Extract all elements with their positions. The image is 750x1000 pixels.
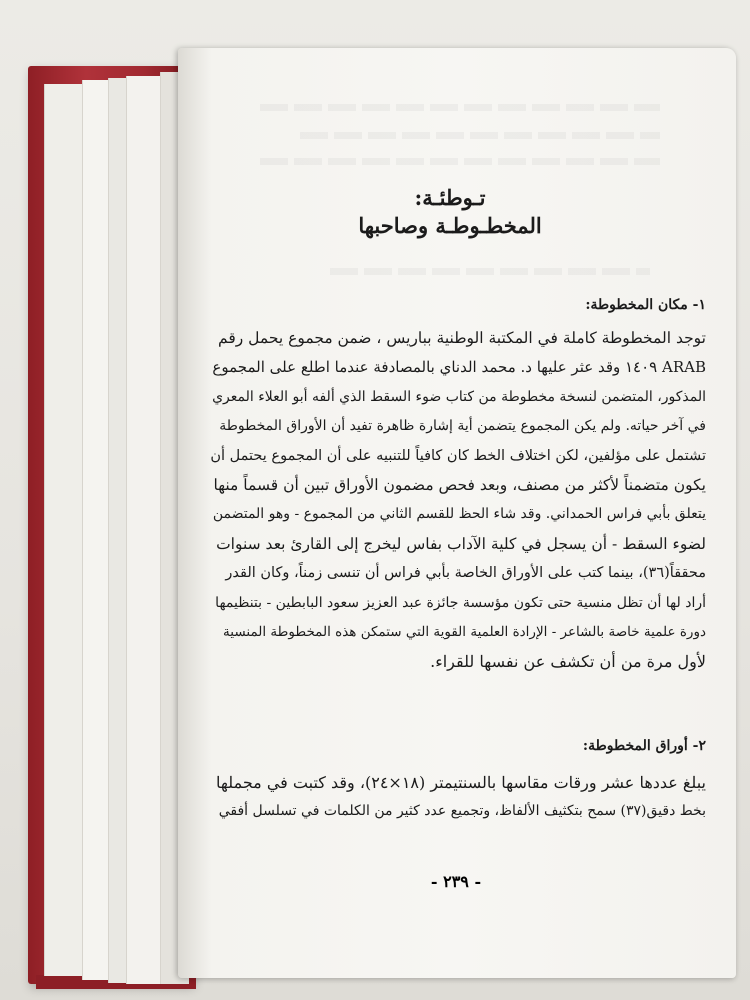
text-line: المذكور، المتضمن لنسخة مخطوطة من كتاب ضوء السقط الذي ألفه أبو العلاء المعري (212, 388, 706, 405)
text-line: في آخر حياته. ولم يكن المجموع يتضمن أية إشارة ظاهرة تفيد أن الأوراق المخطوطة (219, 418, 706, 435)
text-line: دورة علمية خاصة بالشاعر - الإرادة العلمية القوية التي ستمكن هذه المخطوطة المنسية (223, 624, 706, 641)
page-edges (126, 76, 163, 984)
title-line-1: تـوطئـة: (414, 185, 486, 210)
page-title (300, 184, 600, 240)
page-edges (82, 80, 111, 980)
page-edges (44, 84, 85, 976)
text-line: محققاً(٣٦)، بينما كتب على الأوراق الخاصة بأبي فراس أن تنسى زمناً، وكان القدر (225, 565, 706, 582)
page-content (198, 0, 710, 1000)
text-line: يكون متضمناً لأكثر من مصنف، وبعد فحص مضمون الأوراق تبين أن قسماً منها (213, 476, 706, 495)
text-line: توجد المخطوطة كاملة في المكتبة الوطنية بباريس ، ضمن مجموع يحمل رقم (218, 329, 706, 347)
text-line: ARAB ١٤٠٩ وقد عثر عليها د. محمد الدناي بالمصادفة عندما اطلع على المجموع (212, 358, 706, 377)
text-line: بخط دقيق(٣٧) سمح بتكثيف الألفاظ، وتجميع عدد كثير من الكلمات في تسلسل أفقي (218, 803, 706, 820)
page-number: - ٢٣٩ - (430, 872, 482, 891)
text-line: يتعلق بأبي فراس الحمداني. وقد شاء الحظ للقسم الثاني من المجموع - وهو المتضمن (212, 506, 706, 523)
text-line: لأول مرة من أن تكشف عن نفسها للقراء. (430, 652, 706, 672)
section-heading-pages: ٢- أوراق المخطوطة: (582, 738, 706, 754)
text-line: تشتمل على مؤلفين، لكن اختلاف الخط كان كافياً للتنبيه على أن المجموع يحتمل أن (210, 447, 706, 464)
text-line: يبلغ عددها عشر ورقات مقاسها بالسنتيمتر (١٨×٢٤)، وقد كتبت في مجملها (216, 773, 706, 792)
text-line: لضوء السقط - أن يسجل في كلية الآداب بفاس ليخرج إلى القارئ بعد سنوات (216, 534, 706, 553)
section-body-pages (210, 768, 706, 827)
section-heading-location: ١- مكان المخطوطة: (585, 297, 706, 313)
text-line: أراد لها أن تظل منسية حتى تكون مؤسسة جائزة عبد العزيز سعود البابطين - بتنظيمها (215, 594, 706, 611)
section-body-location (210, 324, 706, 677)
title-line-2: المخطـوطـة وصاحبها (358, 213, 542, 238)
